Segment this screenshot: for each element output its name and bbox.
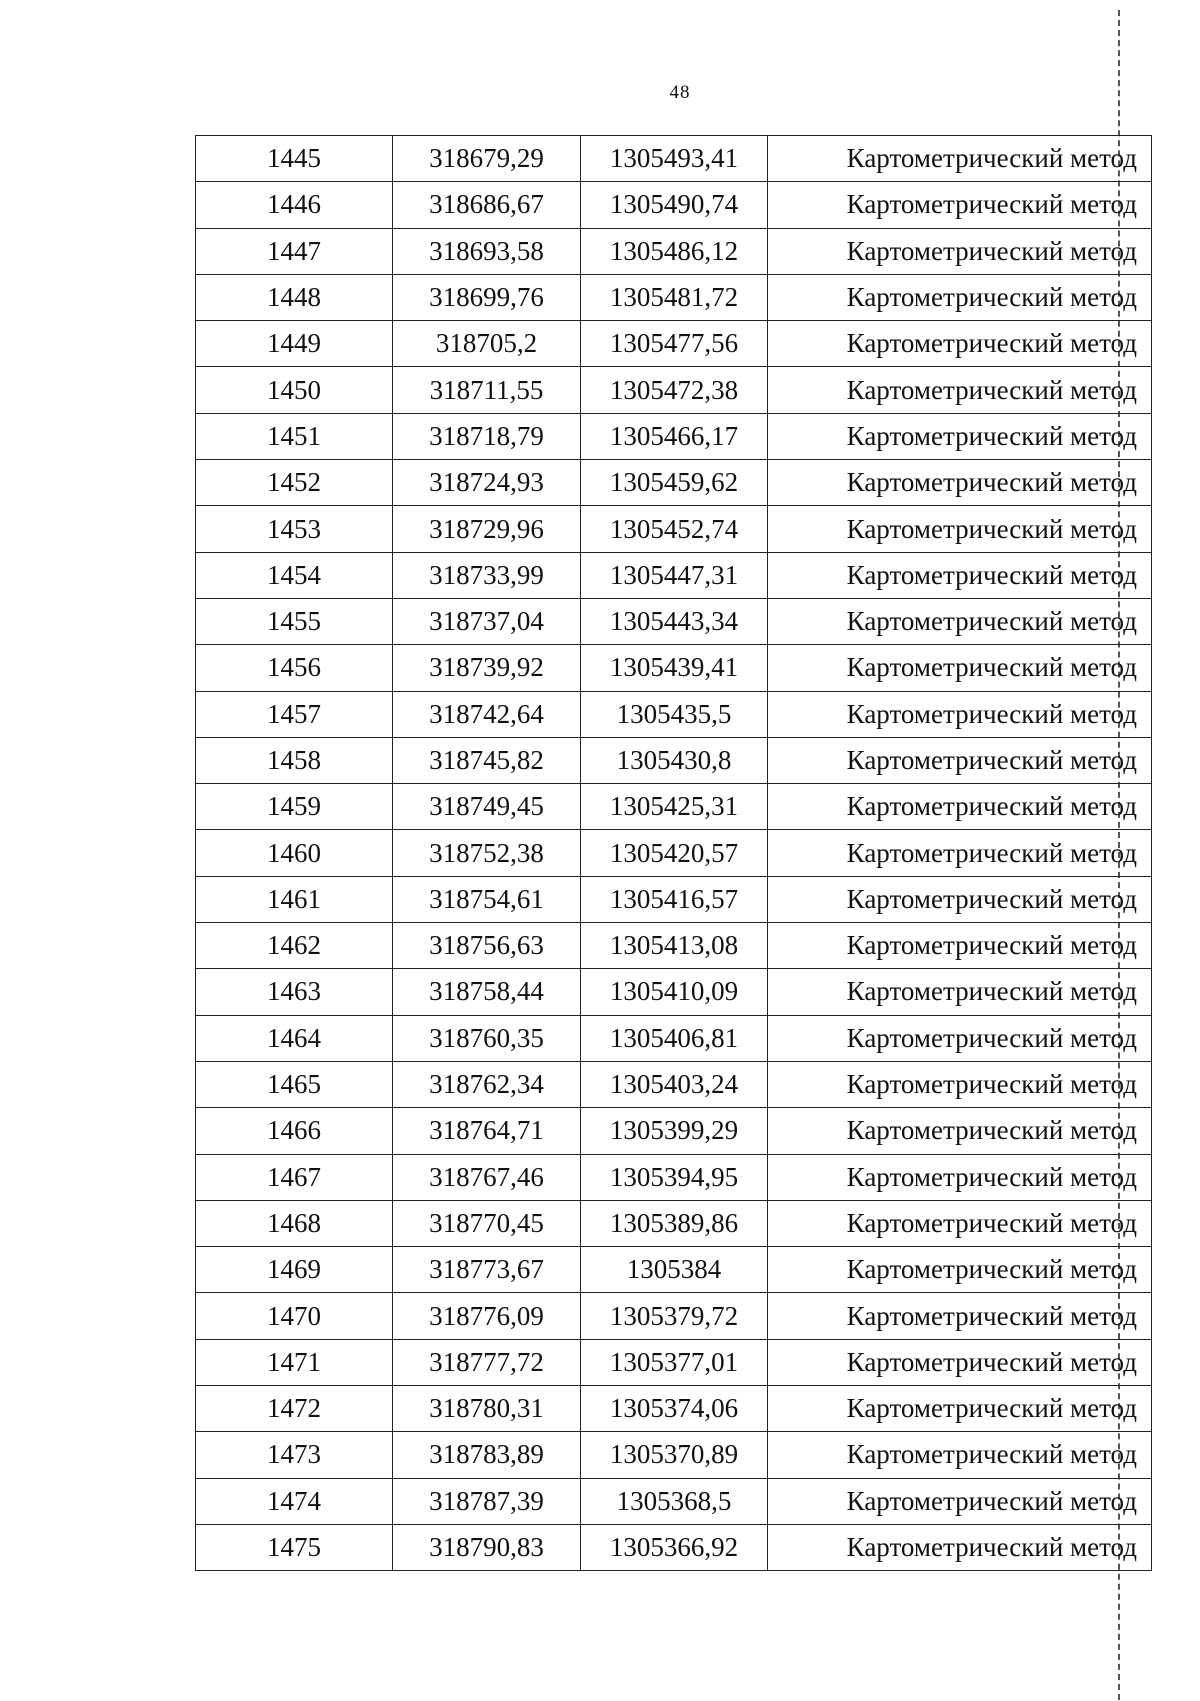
- method-cell: Картометрический метод: [768, 367, 1152, 413]
- point-number-cell: 1468: [196, 1200, 393, 1246]
- method-cell: Картометрический метод: [768, 1108, 1152, 1154]
- x-coordinate-cell: 318699,76: [393, 274, 581, 320]
- point-number-cell: 1470: [196, 1293, 393, 1339]
- point-number-cell: 1457: [196, 691, 393, 737]
- table-row: [196, 1154, 1152, 1200]
- y-coordinate-cell: 1305425,31: [581, 784, 768, 830]
- table-row: [196, 182, 1152, 228]
- y-coordinate-cell: 1305466,17: [581, 413, 768, 459]
- table-row: [196, 876, 1152, 922]
- table-row: [196, 367, 1152, 413]
- x-coordinate-cell: 318758,44: [393, 969, 581, 1015]
- table-row: [196, 136, 1152, 182]
- point-number-cell: 1446: [196, 182, 393, 228]
- table-row: [196, 1432, 1152, 1478]
- table-row: [196, 598, 1152, 644]
- method-cell: Картометрический метод: [768, 784, 1152, 830]
- method-cell: Картометрический метод: [768, 598, 1152, 644]
- x-coordinate-cell: 318745,82: [393, 737, 581, 783]
- y-coordinate-cell: 1305379,72: [581, 1293, 768, 1339]
- point-number-cell: 1464: [196, 1015, 393, 1061]
- y-coordinate-cell: 1305472,38: [581, 367, 768, 413]
- x-coordinate-cell: 318790,83: [393, 1524, 581, 1570]
- y-coordinate-cell: 1305368,5: [581, 1478, 768, 1524]
- point-number-cell: 1460: [196, 830, 393, 876]
- point-number-cell: 1463: [196, 969, 393, 1015]
- method-cell: Картометрический метод: [768, 413, 1152, 459]
- point-number-cell: 1452: [196, 460, 393, 506]
- point-number-cell: 1448: [196, 274, 393, 320]
- y-coordinate-cell: 1305410,09: [581, 969, 768, 1015]
- point-number-cell: 1458: [196, 737, 393, 783]
- y-coordinate-cell: 1305439,41: [581, 645, 768, 691]
- y-coordinate-cell: 1305413,08: [581, 923, 768, 969]
- x-coordinate-cell: 318754,61: [393, 876, 581, 922]
- method-cell: Картометрический метод: [768, 1432, 1152, 1478]
- method-cell: Картометрический метод: [768, 737, 1152, 783]
- x-coordinate-cell: 318742,64: [393, 691, 581, 737]
- x-coordinate-cell: 318693,58: [393, 228, 581, 274]
- x-coordinate-cell: 318724,93: [393, 460, 581, 506]
- point-number-cell: 1450: [196, 367, 393, 413]
- method-cell: Картометрический метод: [768, 182, 1152, 228]
- point-number-cell: 1453: [196, 506, 393, 552]
- table-row: [196, 1478, 1152, 1524]
- method-cell: Картометрический метод: [768, 645, 1152, 691]
- table-row: [196, 969, 1152, 1015]
- method-cell: Картометрический метод: [768, 830, 1152, 876]
- point-number-cell: 1473: [196, 1432, 393, 1478]
- y-coordinate-cell: 1305481,72: [581, 274, 768, 320]
- point-number-cell: 1455: [196, 598, 393, 644]
- y-coordinate-cell: 1305406,81: [581, 1015, 768, 1061]
- method-cell: Картометрический метод: [768, 1524, 1152, 1570]
- table-row: [196, 923, 1152, 969]
- x-coordinate-cell: 318776,09: [393, 1293, 581, 1339]
- y-coordinate-cell: 1305443,34: [581, 598, 768, 644]
- y-coordinate-cell: 1305384: [581, 1247, 768, 1293]
- method-cell: Картометрический метод: [768, 321, 1152, 367]
- y-coordinate-cell: 1305452,74: [581, 506, 768, 552]
- method-cell: Картометрический метод: [768, 1247, 1152, 1293]
- x-coordinate-cell: 318733,99: [393, 552, 581, 598]
- table-row: [196, 1293, 1152, 1339]
- method-cell: Картометрический метод: [768, 1200, 1152, 1246]
- point-number-cell: 1472: [196, 1386, 393, 1432]
- table-row: [196, 1247, 1152, 1293]
- y-coordinate-cell: 1305435,5: [581, 691, 768, 737]
- method-cell: Картометрический метод: [768, 1061, 1152, 1107]
- y-coordinate-cell: 1305399,29: [581, 1108, 768, 1154]
- table-row: [196, 274, 1152, 320]
- y-coordinate-cell: 1305394,95: [581, 1154, 768, 1200]
- table-row: [196, 1061, 1152, 1107]
- x-coordinate-cell: 318773,67: [393, 1247, 581, 1293]
- point-number-cell: 1454: [196, 552, 393, 598]
- point-number-cell: 1447: [196, 228, 393, 274]
- table-row: [196, 552, 1152, 598]
- x-coordinate-cell: 318739,92: [393, 645, 581, 691]
- table-row: [196, 1200, 1152, 1246]
- x-coordinate-cell: 318756,63: [393, 923, 581, 969]
- method-cell: Картометрический метод: [768, 876, 1152, 922]
- point-number-cell: 1465: [196, 1061, 393, 1107]
- method-cell: Картометрический метод: [768, 923, 1152, 969]
- x-coordinate-cell: 318777,72: [393, 1339, 581, 1385]
- x-coordinate-cell: 318787,39: [393, 1478, 581, 1524]
- point-number-cell: 1462: [196, 923, 393, 969]
- table-row: [196, 1015, 1152, 1061]
- point-number-cell: 1451: [196, 413, 393, 459]
- method-cell: Картометрический метод: [768, 1386, 1152, 1432]
- method-cell: Картометрический метод: [768, 552, 1152, 598]
- point-number-cell: 1459: [196, 784, 393, 830]
- y-coordinate-cell: 1305486,12: [581, 228, 768, 274]
- y-coordinate-cell: 1305389,86: [581, 1200, 768, 1246]
- x-coordinate-cell: 318767,46: [393, 1154, 581, 1200]
- y-coordinate-cell: 1305490,74: [581, 182, 768, 228]
- point-number-cell: 1475: [196, 1524, 393, 1570]
- method-cell: Картометрический метод: [768, 1478, 1152, 1524]
- method-cell: Картометрический метод: [768, 1339, 1152, 1385]
- x-coordinate-cell: 318718,79: [393, 413, 581, 459]
- x-coordinate-cell: 318770,45: [393, 1200, 581, 1246]
- y-coordinate-cell: 1305416,57: [581, 876, 768, 922]
- x-coordinate-cell: 318711,55: [393, 367, 581, 413]
- x-coordinate-cell: 318679,29: [393, 136, 581, 182]
- table-row: [196, 321, 1152, 367]
- point-number-cell: 1474: [196, 1478, 393, 1524]
- method-cell: Картометрический метод: [768, 1293, 1152, 1339]
- y-coordinate-cell: 1305493,41: [581, 136, 768, 182]
- method-cell: Картометрический метод: [768, 969, 1152, 1015]
- x-coordinate-cell: 318749,45: [393, 784, 581, 830]
- table-row: [196, 1386, 1152, 1432]
- y-coordinate-cell: 1305377,01: [581, 1339, 768, 1385]
- x-coordinate-cell: 318686,67: [393, 182, 581, 228]
- table-row: [196, 413, 1152, 459]
- y-coordinate-cell: 1305366,92: [581, 1524, 768, 1570]
- x-coordinate-cell: 318752,38: [393, 830, 581, 876]
- table-row: [196, 506, 1152, 552]
- x-coordinate-cell: 318729,96: [393, 506, 581, 552]
- method-cell: Картометрический метод: [768, 136, 1152, 182]
- y-coordinate-cell: 1305370,89: [581, 1432, 768, 1478]
- table-row: [196, 645, 1152, 691]
- y-coordinate-cell: 1305430,8: [581, 737, 768, 783]
- method-cell: Картометрический метод: [768, 1015, 1152, 1061]
- table-row: [196, 1108, 1152, 1154]
- method-cell: Картометрический метод: [768, 1154, 1152, 1200]
- point-number-cell: 1456: [196, 645, 393, 691]
- table-row: [196, 1524, 1152, 1570]
- x-coordinate-cell: 318764,71: [393, 1108, 581, 1154]
- point-number-cell: 1449: [196, 321, 393, 367]
- method-cell: Картометрический метод: [768, 506, 1152, 552]
- table-row: [196, 460, 1152, 506]
- point-number-cell: 1467: [196, 1154, 393, 1200]
- table-row: [196, 1339, 1152, 1385]
- y-coordinate-cell: 1305374,06: [581, 1386, 768, 1432]
- table-row: [196, 691, 1152, 737]
- y-coordinate-cell: 1305459,62: [581, 460, 768, 506]
- point-number-cell: 1445: [196, 136, 393, 182]
- y-coordinate-cell: 1305403,24: [581, 1061, 768, 1107]
- table-row: [196, 830, 1152, 876]
- x-coordinate-cell: 318783,89: [393, 1432, 581, 1478]
- x-coordinate-cell: 318737,04: [393, 598, 581, 644]
- x-coordinate-cell: 318705,2: [393, 321, 581, 367]
- method-cell: Картометрический метод: [768, 691, 1152, 737]
- y-coordinate-cell: 1305477,56: [581, 321, 768, 367]
- method-cell: Картометрический метод: [768, 274, 1152, 320]
- table-row: [196, 737, 1152, 783]
- point-number-cell: 1461: [196, 876, 393, 922]
- x-coordinate-cell: 318760,35: [393, 1015, 581, 1061]
- page-number: 48: [669, 82, 691, 103]
- y-coordinate-cell: 1305447,31: [581, 552, 768, 598]
- coordinates-table-body: [196, 136, 1152, 1571]
- method-cell: Картометрический метод: [768, 460, 1152, 506]
- table-row: [196, 784, 1152, 830]
- point-number-cell: 1466: [196, 1108, 393, 1154]
- point-number-cell: 1471: [196, 1339, 393, 1385]
- method-cell: Картометрический метод: [768, 228, 1152, 274]
- x-coordinate-cell: 318762,34: [393, 1061, 581, 1107]
- x-coordinate-cell: 318780,31: [393, 1386, 581, 1432]
- point-number-cell: 1469: [196, 1247, 393, 1293]
- y-coordinate-cell: 1305420,57: [581, 830, 768, 876]
- coordinates-table: [195, 135, 1152, 1571]
- table-row: [196, 228, 1152, 274]
